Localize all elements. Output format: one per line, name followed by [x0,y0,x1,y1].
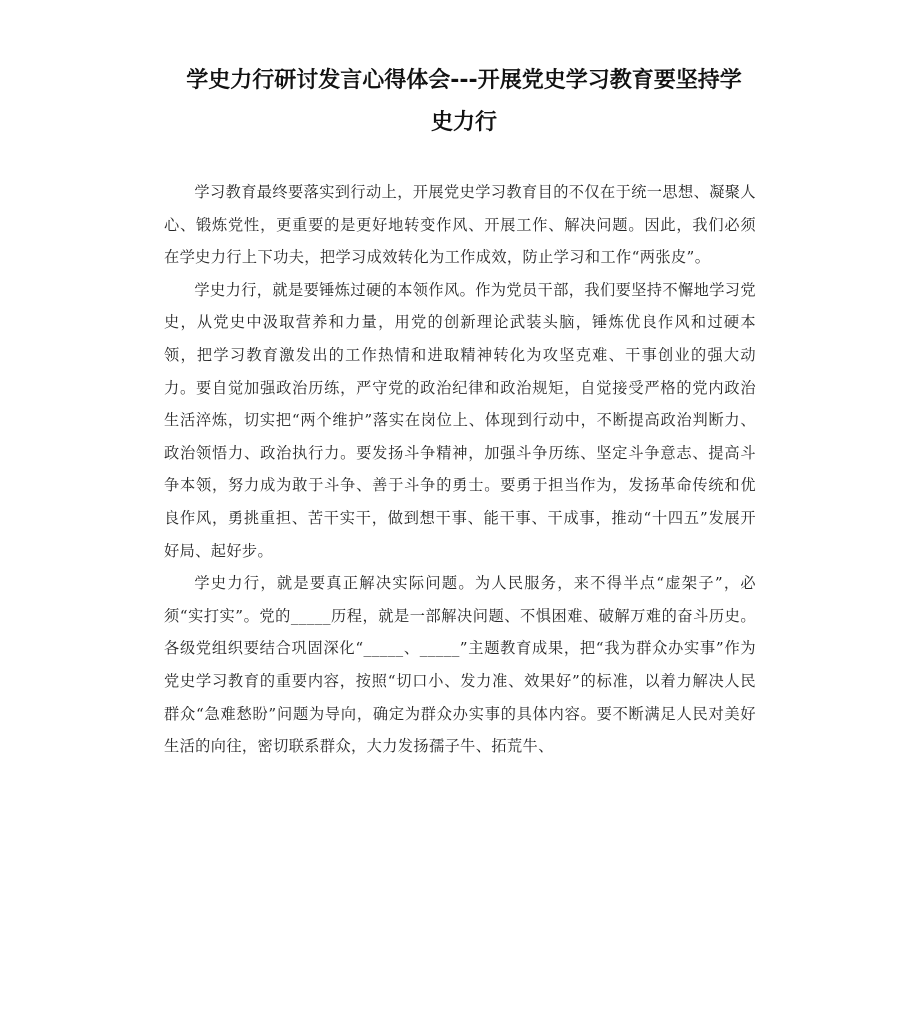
title-line-2: 史力行 [430,110,497,135]
paragraph-3: 学史力行，就是要真正解决实际问题。为人民服务，来不得半点“虚架子”，必须“实打实”。党的_____历程，就是一部解决问题、不惧困难、破解万难的奋斗历史。各级党组织要结合巩固深化“_____、_____”主题教育成果，把“我为群众办实事”作为党史学习教育的重要内容，按照“切口小、发力准、效果好”的标准，以着力解决人民群众“急难愁盼”问题为导向，确定为群众办实事的具体内容。要不断满足人民对美好生活的向往，密切联系群众，大力发扬孺子牛、拓荒牛、 [164,574,756,756]
title-line-1: 学史力行研讨发言心得体会---开展党史学习教育要坚持学 [186,68,742,93]
paragraph-2: 学史力行，就是要锤炼过硬的本领作风。作为党员干部，我们要坚持不懈地学习党史，从党史中汲取营养和力量，用党的创新理论武装头脑，锤炼优良作风和过硬本领，把学习教育激发出的工作热情和进取精神转化为攻坚克难、干事创业的强大动力。要自觉加强政治历练，严守党的政治纪律和政治规矩，自觉接受严格的党内政治生活淬炼，切实把“两个维护”落实在岗位上、体现到行动中，不断提高政治判断力、政治领悟力、政治执行力。要发扬斗争精神，加强斗争历练、坚定斗争意志、提高斗争本领，努力成为敢于斗争、善于斗争的勇士。要勇于担当作为，发扬革命传统和优良作风，勇挑重担、苦干实干，做到想干事、能干事、干成事，推动“十四五”发展开好局、起好步。 [164,280,756,560]
document-body [164,176,756,763]
paragraph-1: 学习教育最终要落实到行动上，开展党史学习教育目的不仅在于统一思想、凝聚人心、锻炼党性，更重要的是更好地转变作风、开展工作、解决问题。因此，我们必须在学史力行上下功夫，把学习成效转化为工作成效，防止学习和工作“两张皮”。 [164,183,756,267]
document-title [164,60,764,144]
